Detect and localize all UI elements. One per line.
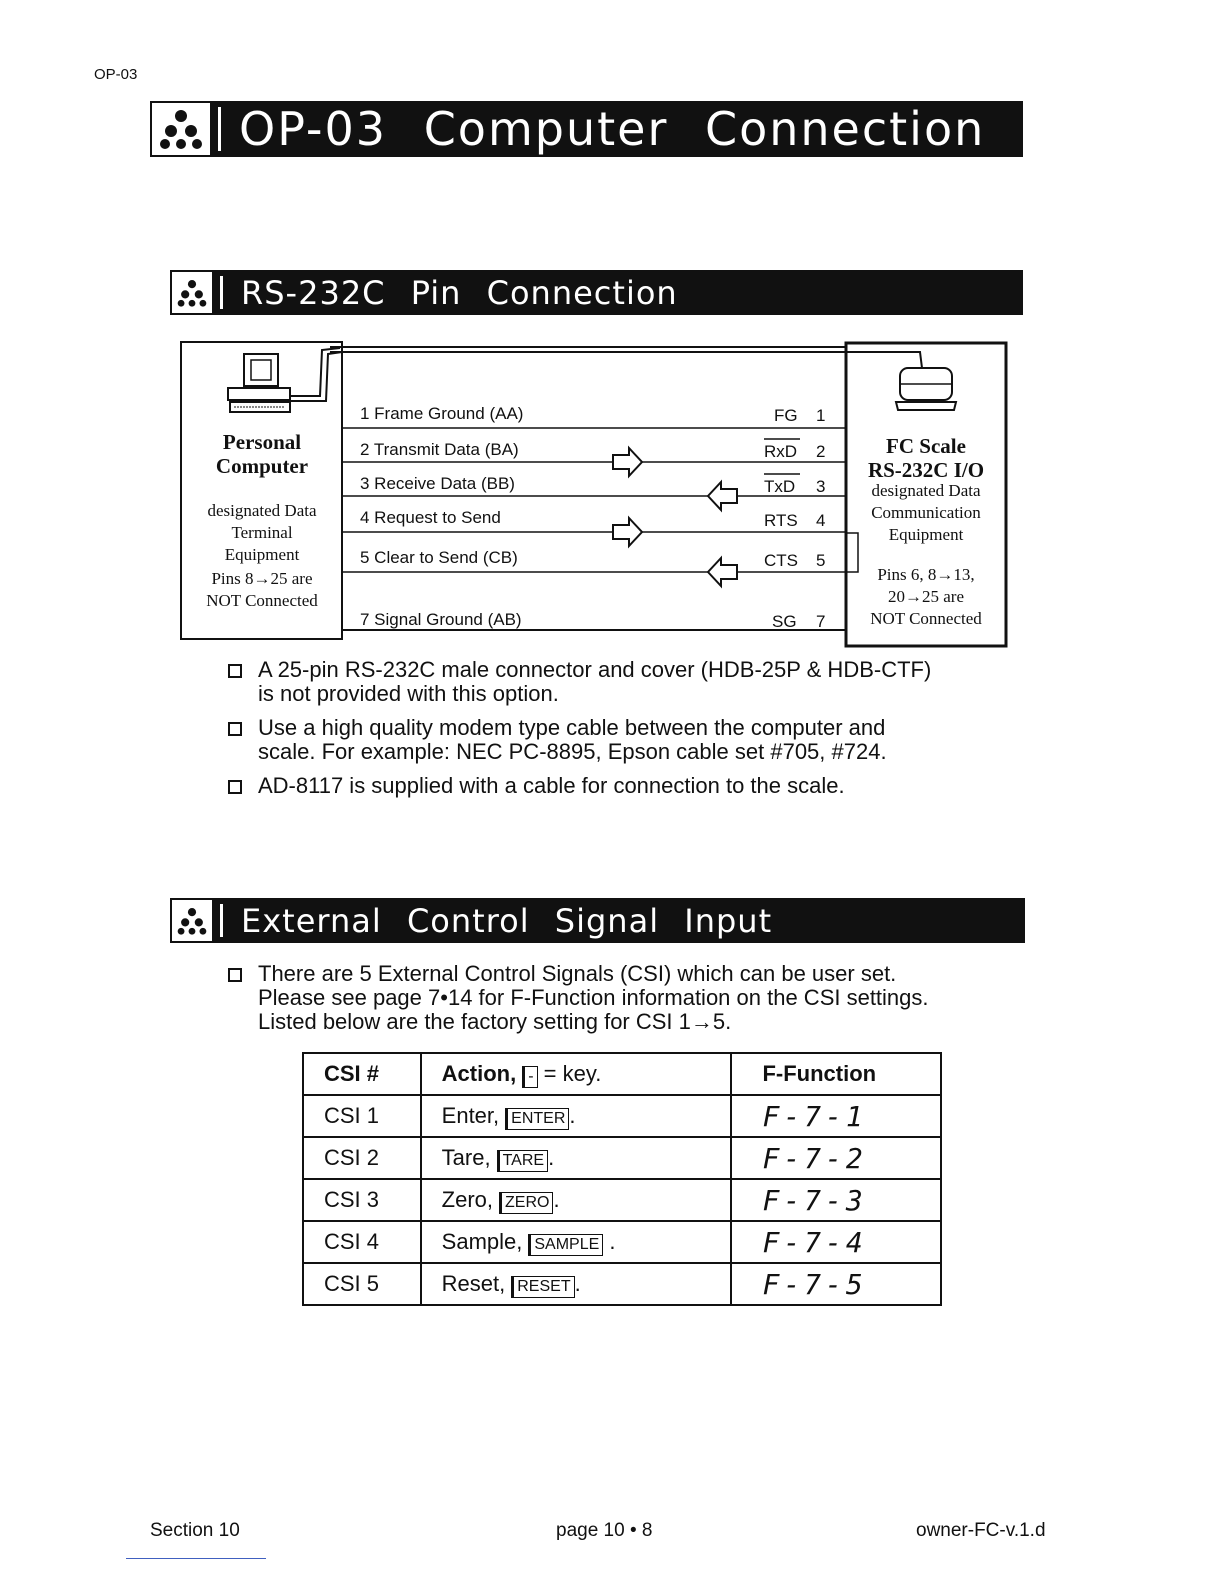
- function-cell: F-7-5: [731, 1263, 941, 1305]
- pin-sig-rxd: RxD: [764, 442, 798, 461]
- csi-intro: There are 5 External Control Signals (CSI) which can be user set. Please see page 7•14 for F-Function information on the CSI settings. Listed below are the factory setting for CSI 1→5.: [226, 962, 929, 1034]
- table-header-row: [303, 1053, 941, 1095]
- action-cell: Sample, SAMPLE .: [421, 1221, 732, 1263]
- reset-key-icon: RESET: [511, 1276, 574, 1298]
- pin-sig-fg: FG: [774, 406, 798, 425]
- enter-key-icon: ENTER: [505, 1108, 569, 1130]
- csi-cell: CSI 4: [303, 1221, 421, 1263]
- left-device-name: Personal Computer: [215, 430, 309, 478]
- action-cell: Zero, ZERO .: [421, 1179, 732, 1221]
- tare-key-icon: TARE: [497, 1150, 548, 1172]
- checkbox-bullet-icon: [228, 968, 242, 982]
- checkbox-bullet-icon: [228, 664, 242, 678]
- table-row: [303, 1179, 941, 1221]
- pin-sig-cts: CTS: [764, 551, 798, 570]
- right-device-name: FC Scale RS-232C I/O: [867, 434, 985, 482]
- page-title-bar: [150, 101, 1023, 157]
- pin-sig-sg: SG: [772, 612, 797, 631]
- list-item: AD-8117 is supplied with a cable for connection to the scale.: [226, 774, 1006, 798]
- arrow-left-icon: [708, 482, 737, 510]
- pin-num-2: 2: [816, 442, 826, 461]
- csi-table: [302, 1052, 942, 1306]
- pin-label-rts: 4 Request to Send: [360, 508, 501, 527]
- rs232-pin-diagram: [180, 340, 1010, 650]
- csi-cell: CSI 3: [303, 1179, 421, 1221]
- pin-sig-txd: TxD: [764, 477, 796, 496]
- function-cell: F-7-1: [731, 1095, 941, 1137]
- pin-num-3: 3: [816, 477, 826, 496]
- right-device-pins-note: Pins 6, 8→13, 20→25 are NOT Connected: [870, 565, 982, 628]
- arrow-right-icon: [613, 518, 642, 546]
- pin-label-fg: 1 Frame Ground (AA): [360, 404, 524, 423]
- section-title: External Control Signal Input: [241, 901, 773, 940]
- pin-label-cts: 5 Clear to Send (CB): [360, 548, 518, 567]
- pin-sig-rts: RTS: [764, 511, 798, 530]
- pin-label-sg: 7 Signal Ground (AB): [360, 610, 522, 629]
- column-header-ffunction: F-Function: [731, 1053, 941, 1095]
- logo-icon: [170, 898, 214, 943]
- checkbox-bullet-icon: [228, 780, 242, 794]
- section-title: RS-232C Pin Connection: [241, 273, 678, 312]
- computer-icon: [228, 348, 342, 412]
- table-row: [303, 1263, 941, 1305]
- section-heading-rs232: [170, 270, 1023, 315]
- scale-icon: [846, 352, 956, 410]
- function-cell: F-7-3: [731, 1179, 941, 1221]
- footer-page-number: page 10 • 8: [556, 1520, 653, 1541]
- action-cell: Reset, RESET .: [421, 1263, 732, 1305]
- function-cell: F-7-4: [731, 1221, 941, 1263]
- table-row: [303, 1221, 941, 1263]
- zero-key-icon: ZERO: [499, 1192, 553, 1214]
- action-cell: Enter, ENTER .: [421, 1095, 732, 1137]
- csi-cell: CSI 2: [303, 1137, 421, 1179]
- document-id: OP-03: [94, 66, 138, 83]
- pin-label-txd: 2 Transmit Data (BA): [360, 440, 519, 459]
- logo-icon: [150, 101, 212, 157]
- page-title: OP-03 Computer Connection: [239, 102, 986, 156]
- right-device-desc: designated Data Communication Equipment: [871, 481, 981, 544]
- table-row: [303, 1095, 941, 1137]
- column-header-action: Action, - = key.: [421, 1053, 732, 1095]
- sample-key-icon: SAMPLE: [528, 1234, 603, 1256]
- footer-rule: [126, 1558, 266, 1559]
- function-cell: F-7-2: [731, 1137, 941, 1179]
- pin-num-5: 5: [816, 551, 826, 570]
- pin-label-rxd: 3 Receive Data (BB): [360, 474, 515, 493]
- column-header-csi: CSI #: [303, 1053, 421, 1095]
- table-row: [303, 1137, 941, 1179]
- pin-num-7: 7: [816, 612, 826, 631]
- action-cell: Tare, TARE .: [421, 1137, 732, 1179]
- list-item: Use a high quality modem type cable between the computer and scale. For example: NEC PC-8895, Epson cable set #705, #724.: [226, 716, 1006, 764]
- section-heading-csi: [170, 898, 1025, 943]
- csi-cell: CSI 5: [303, 1263, 421, 1305]
- arrow-left-icon: [708, 558, 737, 586]
- pin-num-4: 4: [816, 511, 826, 530]
- csi-cell: CSI 1: [303, 1095, 421, 1137]
- pin-num-1: 1: [816, 406, 826, 425]
- arrow-right-icon: [613, 448, 642, 476]
- key-icon: -: [522, 1066, 537, 1088]
- footer-section: Section 10: [150, 1520, 240, 1541]
- checkbox-bullet-icon: [228, 722, 242, 736]
- left-device-desc: designated Data Terminal Equipment Pins 8→25 are NOT Connected: [206, 501, 318, 610]
- footer-doc-version: owner-FC-v.1.d: [916, 1520, 1046, 1541]
- list-item: A 25-pin RS-232C male connector and cover (HDB-25P & HDB-CTF) is not provided with this option.: [226, 658, 1006, 706]
- logo-icon: [170, 270, 214, 315]
